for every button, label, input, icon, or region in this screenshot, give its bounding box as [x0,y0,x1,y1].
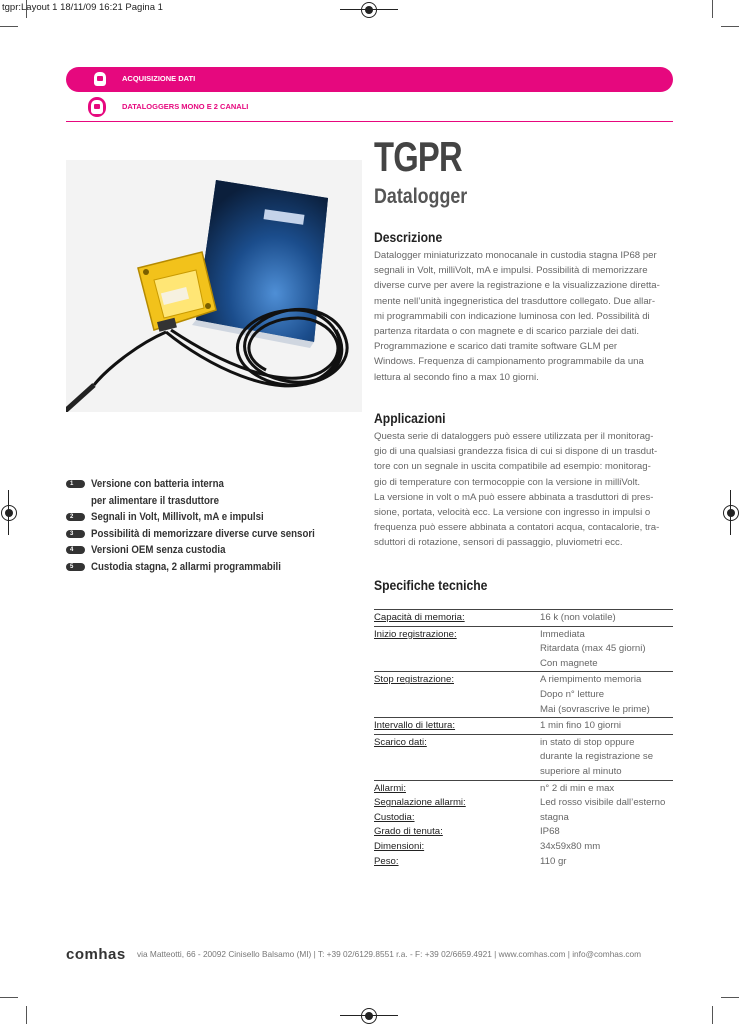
product-title: TGPR [374,133,462,180]
section-heading-specifiche: Specifiche tecniche [374,578,488,593]
footer-address: via Matteotti, 66 - 20092 Cinisello Balsamo (MI) | T: +39 02/6129.8551 r.a. - F: +39 02/6659.4921 | www.comhas.com | info@comhas.com [137,949,642,959]
spec-value: 16 k (non volatile) [540,610,673,627]
table-row [374,718,673,735]
spec-value-line: Ritardata (max 45 giorni) [540,643,646,655]
text-line: diverse curve per avere la registrazione e la visualizzazione diretta- [374,280,660,292]
feature-list [66,476,356,575]
feature-text: Possibilità di memorizzare diverse curve sensori [91,527,315,540]
table-row [374,610,673,627]
text-line: mi programmabili con indicazione luminosa con led. Possibilità di [374,310,650,322]
table-row [374,780,673,796]
spec-value [540,626,673,672]
text-line: sduttori di rotazione, sensori di passaggio, pluviometri ecc. [374,537,623,549]
crop-mark [721,997,739,998]
text-line: La versione in volt o mA può essere abbinata a trasduttori di pres- [374,491,654,503]
spec-key: Inizio registrazione: [374,626,540,672]
spec-value: 34x59x80 mm [540,840,601,852]
spec-value: Led rosso visibile dall’esterno [540,797,666,809]
text-line: frequenza può essere abbinata a contatori acqua, contacalorie, tra- [374,522,660,534]
spec-value-line: Immediata [540,628,585,640]
table-row [374,734,673,780]
feature-number-badge: 2 [66,513,85,521]
product-subtitle: Datalogger [374,185,468,208]
feature-number-badge: 1 [66,480,85,488]
spec-value-line: A riempimento memoria [540,674,642,686]
table-row [374,840,673,855]
spec-value: 1 min fino 10 giorni [540,718,673,735]
spec-key: Capacità di memoria: [374,610,540,627]
registration-mark-bottom [361,1008,377,1024]
spec-value-line: Mai (sovrascrive le prime) [540,703,650,715]
list-item [66,476,356,509]
list-item [66,526,356,543]
list-item [66,509,356,526]
datalogger-icon [91,100,103,114]
spec-value-line: durante la registrazione se [540,751,654,763]
text-line: gio di una qualsiasi grandezza fisica di cui si dispone di un trasdut- [374,446,658,458]
spec-value [540,672,673,718]
feature-text: Versioni OEM senza custodia [91,544,226,556]
spec-key: Segnalazione allarmi: [374,797,466,809]
feature-text: Custodia stagna, 2 allarmi programmabili [91,560,281,573]
crop-mark [0,997,18,998]
spec-key: Stop registrazione: [374,672,540,718]
feature-number-badge: 5 [66,563,85,571]
subcategory-label: DATALOGGERS MONO E 2 CANALI [122,102,249,111]
subcategory-icon-badge [88,97,106,117]
registration-mark-left [1,505,17,521]
crop-mark [712,0,713,18]
text-line: lettura al secondo fino a max 10 giorni. [374,371,539,383]
table-row [374,626,673,672]
spec-value-line: superiore al minuto [540,765,622,777]
applicazioni-text [374,429,674,551]
table-row [374,672,673,718]
datalogger-icon [94,72,106,86]
divider [66,121,673,122]
spec-key: Dimensioni: [374,840,425,852]
crop-mark [712,1006,713,1024]
spec-key: Allarmi: [374,780,540,796]
specs-table [374,609,673,869]
text-line: partenza ritardata o con magnete e di scarico parziale dei dati. [374,326,640,338]
feature-text: Segnali in Volt, Millivolt, mA e impulsi [91,511,264,523]
category-label: ACQUISIZIONE DATI [122,74,196,83]
spec-value: n° 2 di min e max [540,780,673,796]
text-line: segnali in Volt, milliVolt, mA e impulsi. Possibilità di memorizzare [374,265,648,277]
text-line: mente nell’unità ingegneristica del trasduttore collegato. Due allar- [374,295,656,307]
feature-number-badge: 3 [66,530,85,538]
footer [66,945,673,965]
spec-key: Intervallo di lettura: [374,718,540,735]
spec-value [540,734,673,780]
spec-value-line: Con magnete [540,657,598,669]
registration-mark-right [723,505,739,521]
crop-mark [721,26,739,27]
spec-value: 110 gr [540,855,567,867]
crop-mark [0,26,18,27]
spec-value: IP68 [540,826,560,838]
registration-mark-top [361,2,377,18]
text-line: Datalogger miniaturizzato monocanale in custodia stagna IP68 per [374,250,657,261]
list-item [66,542,356,559]
feature-text: per alimentare il trasduttore [91,494,220,507]
section-heading-descrizione: Descrizione [374,230,443,245]
table-row [374,796,673,811]
list-item [66,559,356,576]
feature-number-badge: 4 [66,546,85,554]
logo-text: comhas [66,946,126,963]
section-heading-applicazioni: Applicazioni [374,411,446,426]
text-line: sione, portata, velocità ecc. La versione con ingresso in impulsi o [374,507,651,519]
spec-value-line: Dopo n° letture [540,688,605,700]
text-line: Programmazione e scarico dati tramite software GLM per [374,341,618,353]
text-line: tore con un segnale in uscita compatibile ad esempio: monitorag- [374,461,651,473]
spec-key: Custodia: [374,811,415,823]
table-row [374,825,673,840]
text-line: Questa serie di dataloggers può essere utilizzata per il monitorag- [374,431,654,442]
descrizione-text [374,248,674,385]
table-row [374,855,673,870]
table-row [374,811,673,826]
text-line: gio di temperature con termocoppie con la versione in milliVolt. [374,476,641,488]
text-line: Windows. Frequenza di campionamento programmabile da una [374,356,644,368]
print-slug: tgpr:Layout 1 18/11/09 16:21 Pagina 1 [2,2,163,13]
crop-mark [26,1006,27,1024]
feature-text: Versione con batteria interna [91,478,224,490]
spec-key: Grado di tenuta: [374,826,443,838]
spec-value-line: in stato di stop oppure [540,736,635,748]
comhas-logo [66,945,128,963]
spec-key: Scarico dati: [374,734,540,780]
product-photo [66,160,362,412]
spec-key: Peso: [374,855,399,867]
category-band [66,67,673,92]
subcategory-band [66,93,673,121]
spec-value: stagna [540,811,569,823]
